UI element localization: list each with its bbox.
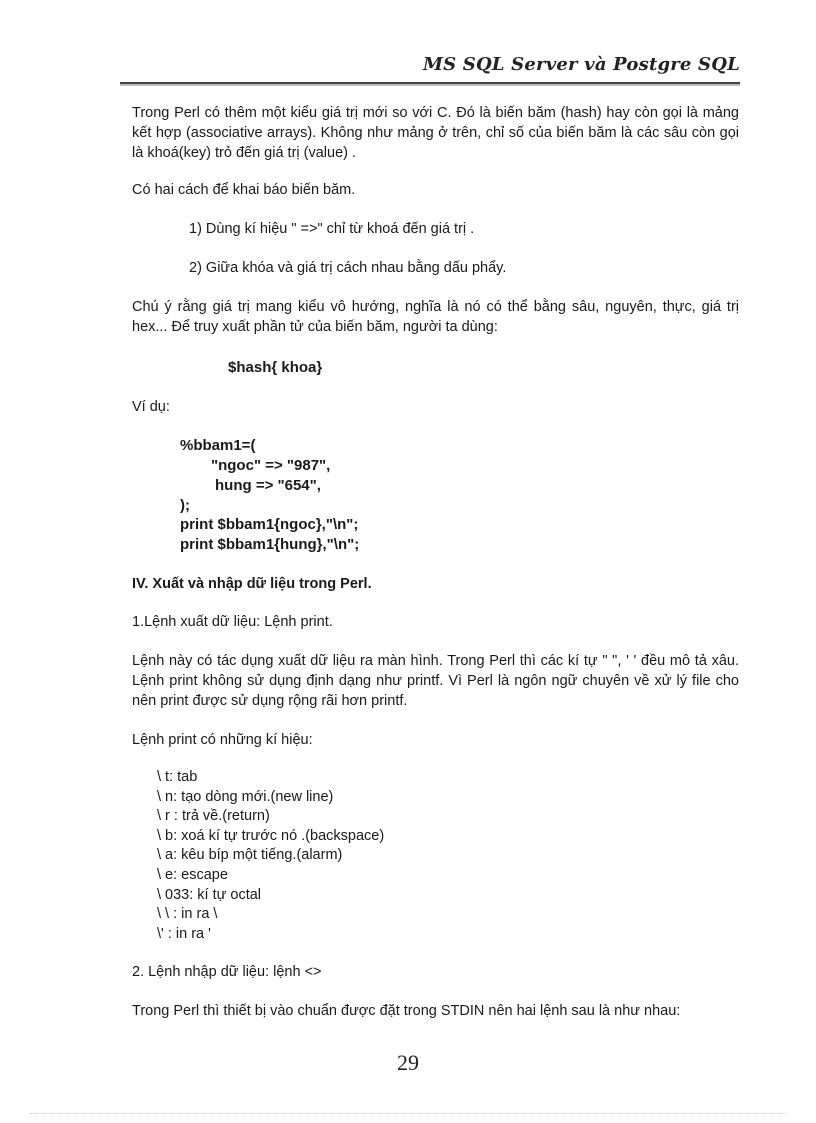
list-item: \ \ : in ra \ xyxy=(157,906,218,923)
list-item: \ b: xoá kí tự trước nó .(backspace) xyxy=(157,827,385,844)
header-divider xyxy=(120,82,740,84)
two-ways-paragraph: Có hai cách để khai báo biến băm. xyxy=(132,182,356,198)
code-line: "ngoc" => "987", xyxy=(211,457,331,474)
input-command-heading: 2. Lệnh nhập dữ liệu: lệnh <> xyxy=(132,964,322,980)
note-paragraph: Chú ý rằng giá trị mang kiểu vô hướng, nghĩa là nó có thể bằng sâu, nguyên, thực, giá trị hex... Để truy xuất phần tử của biến băm, người ta dùng: xyxy=(132,299,739,335)
way-2-item: 2) Giữa khóa và giá trị cách nhau bằng dấu phẩy. xyxy=(189,260,507,276)
code-line: print $bbam1{ngoc},"\n"; xyxy=(180,516,359,533)
list-item: \ a: kêu bíp một tiếng.(alarm) xyxy=(157,847,343,864)
code-line: hung => "654", xyxy=(215,477,321,494)
page-number: 29 xyxy=(397,1050,419,1075)
code-line: ); xyxy=(180,497,190,514)
list-item: \ e: escape xyxy=(157,866,228,883)
code-line: %bbam1=( xyxy=(180,437,256,454)
example-label: Ví dụ: xyxy=(132,399,170,415)
hash-intro-paragraph: Trong Perl có thêm một kiểu giá trị mới so với C. Đó là biến băm (hash) hay còn gọi là mảng kết hợp (associative arrays). Không như mảng ở trên, chỉ số của biến băm là các sâu còn gọi là khoá(key) trỏ đến giá trị (value) . xyxy=(132,105,739,161)
stdin-note-paragraph: Trong Perl thì thiết bị vào chuẩn được đặt trong STDIN nên hai lệnh sau là như nhau: xyxy=(132,1003,681,1019)
list-item: \ r : trả về.(return) xyxy=(157,808,270,825)
print-command-heading: 1.Lệnh xuất dữ liệu: Lệnh print. xyxy=(132,614,333,630)
symbols-intro: Lệnh print có những kí hiệu: xyxy=(132,732,313,748)
escape-sequence-list xyxy=(157,768,384,944)
running-header: MS SQL Server và Postgre SQL xyxy=(422,54,740,75)
footer-divider xyxy=(30,1113,786,1114)
hash-access-syntax: $hash{ khoa} xyxy=(228,359,323,376)
list-item: \ t: tab xyxy=(157,769,198,785)
code-line: print $bbam1{hung},"\n"; xyxy=(180,536,360,553)
list-item: \ n: tạo dòng mới.(new line) xyxy=(157,788,334,805)
way-1-item: 1) Dùng kí hiệu " =>" chỉ từ khoá đến giá trị . xyxy=(189,221,475,237)
list-item: \ 033: kí tự octal xyxy=(157,886,262,903)
section-heading: IV. Xuất và nhập dữ liệu trong Perl. xyxy=(132,576,372,592)
list-item: \' : in ra ' xyxy=(157,925,211,942)
print-description-paragraph: Lệnh này có tác dụng xuất dữ liệu ra màn hình. Trong Perl thì các kí tự " ", ' ' đều mô tả xâu. Lệnh print không sử dụng định dạng như printf. Vì Perl là ngôn ngữ chuyên về xử lý file cho nên print được sử dụng rộng rãi hơn printf. xyxy=(132,653,739,709)
